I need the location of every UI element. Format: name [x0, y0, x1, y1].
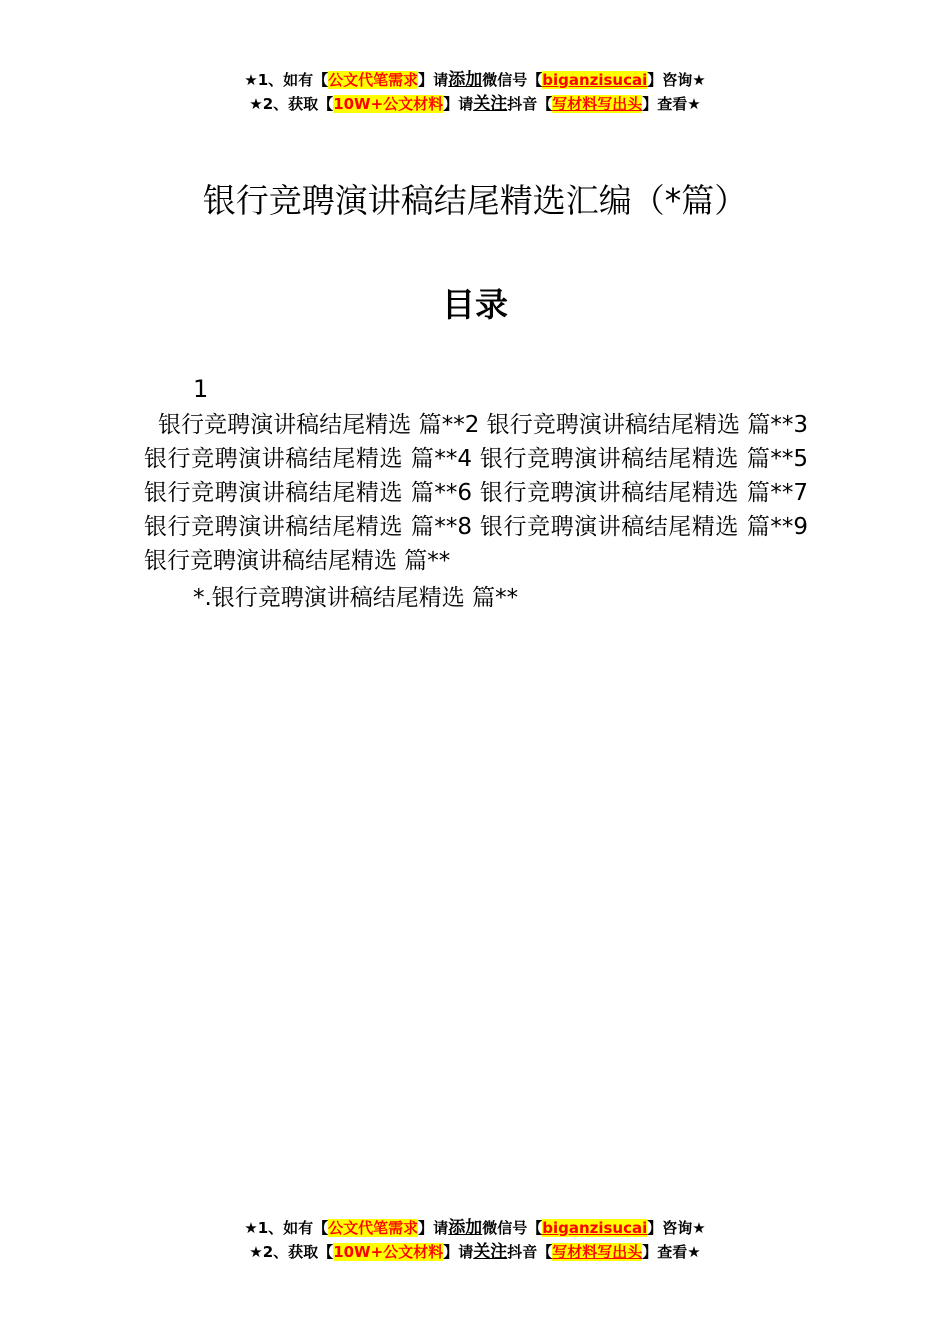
- toc-last-entry: *.银行竞聘演讲稿结尾精选 篇**: [193, 585, 519, 611]
- banner-line-2: ★2、获取【10W+公文材料】请关注抖音【写材料写出头】查看★: [249, 94, 701, 114]
- emphasis-follow: 关注: [473, 1242, 508, 1262]
- footer-banner: [0, 1216, 950, 1264]
- douyin-account: 写材料写出头: [552, 95, 643, 113]
- toc-entries: 银行竞聘演讲稿结尾精选 篇**2 银行竞聘演讲稿结尾精选 篇**3 银行竞聘演讲稿结尾精选 篇**4 银行竞聘演讲稿结尾精选 篇**5 银行竞聘演讲稿结尾精选 篇**6 银行竞聘演讲稿结尾精选 篇**7 银行竞聘演讲稿结尾精选 篇**8 银行竞聘演讲稿结尾精选 篇**9 银行竞聘演讲稿结尾精选 篇**: [144, 412, 808, 574]
- header-banner: [0, 68, 950, 116]
- emphasis-add: 添加: [448, 70, 483, 90]
- toc-number: 1: [193, 375, 209, 403]
- emphasis-follow: 关注: [473, 94, 508, 114]
- banner-line-1: ★1、如有【公文代笔需求】请添加微信号【biganzisucai】咨询★: [244, 70, 706, 90]
- wechat-id: biganzisucai: [542, 1219, 648, 1237]
- document-title: 银行竞聘演讲稿结尾精选汇编（*篇）: [202, 181, 748, 220]
- highlight-materials: 10W+公文材料: [333, 1243, 444, 1261]
- emphasis-add: 添加: [448, 1218, 483, 1238]
- highlight-service: 公文代笔需求: [328, 1219, 419, 1237]
- toc-heading: 目录: [442, 285, 508, 324]
- highlight-service: 公文代笔需求: [328, 71, 419, 89]
- footer-line-2: ★2、获取【10W+公文材料】请关注抖音【写材料写出头】查看★: [249, 1242, 701, 1262]
- wechat-id: biganzisucai: [542, 71, 648, 89]
- footer-line-1: ★1、如有【公文代笔需求】请添加微信号【biganzisucai】咨询★: [244, 1218, 706, 1238]
- highlight-materials: 10W+公文材料: [333, 95, 444, 113]
- douyin-account: 写材料写出头: [552, 1243, 643, 1261]
